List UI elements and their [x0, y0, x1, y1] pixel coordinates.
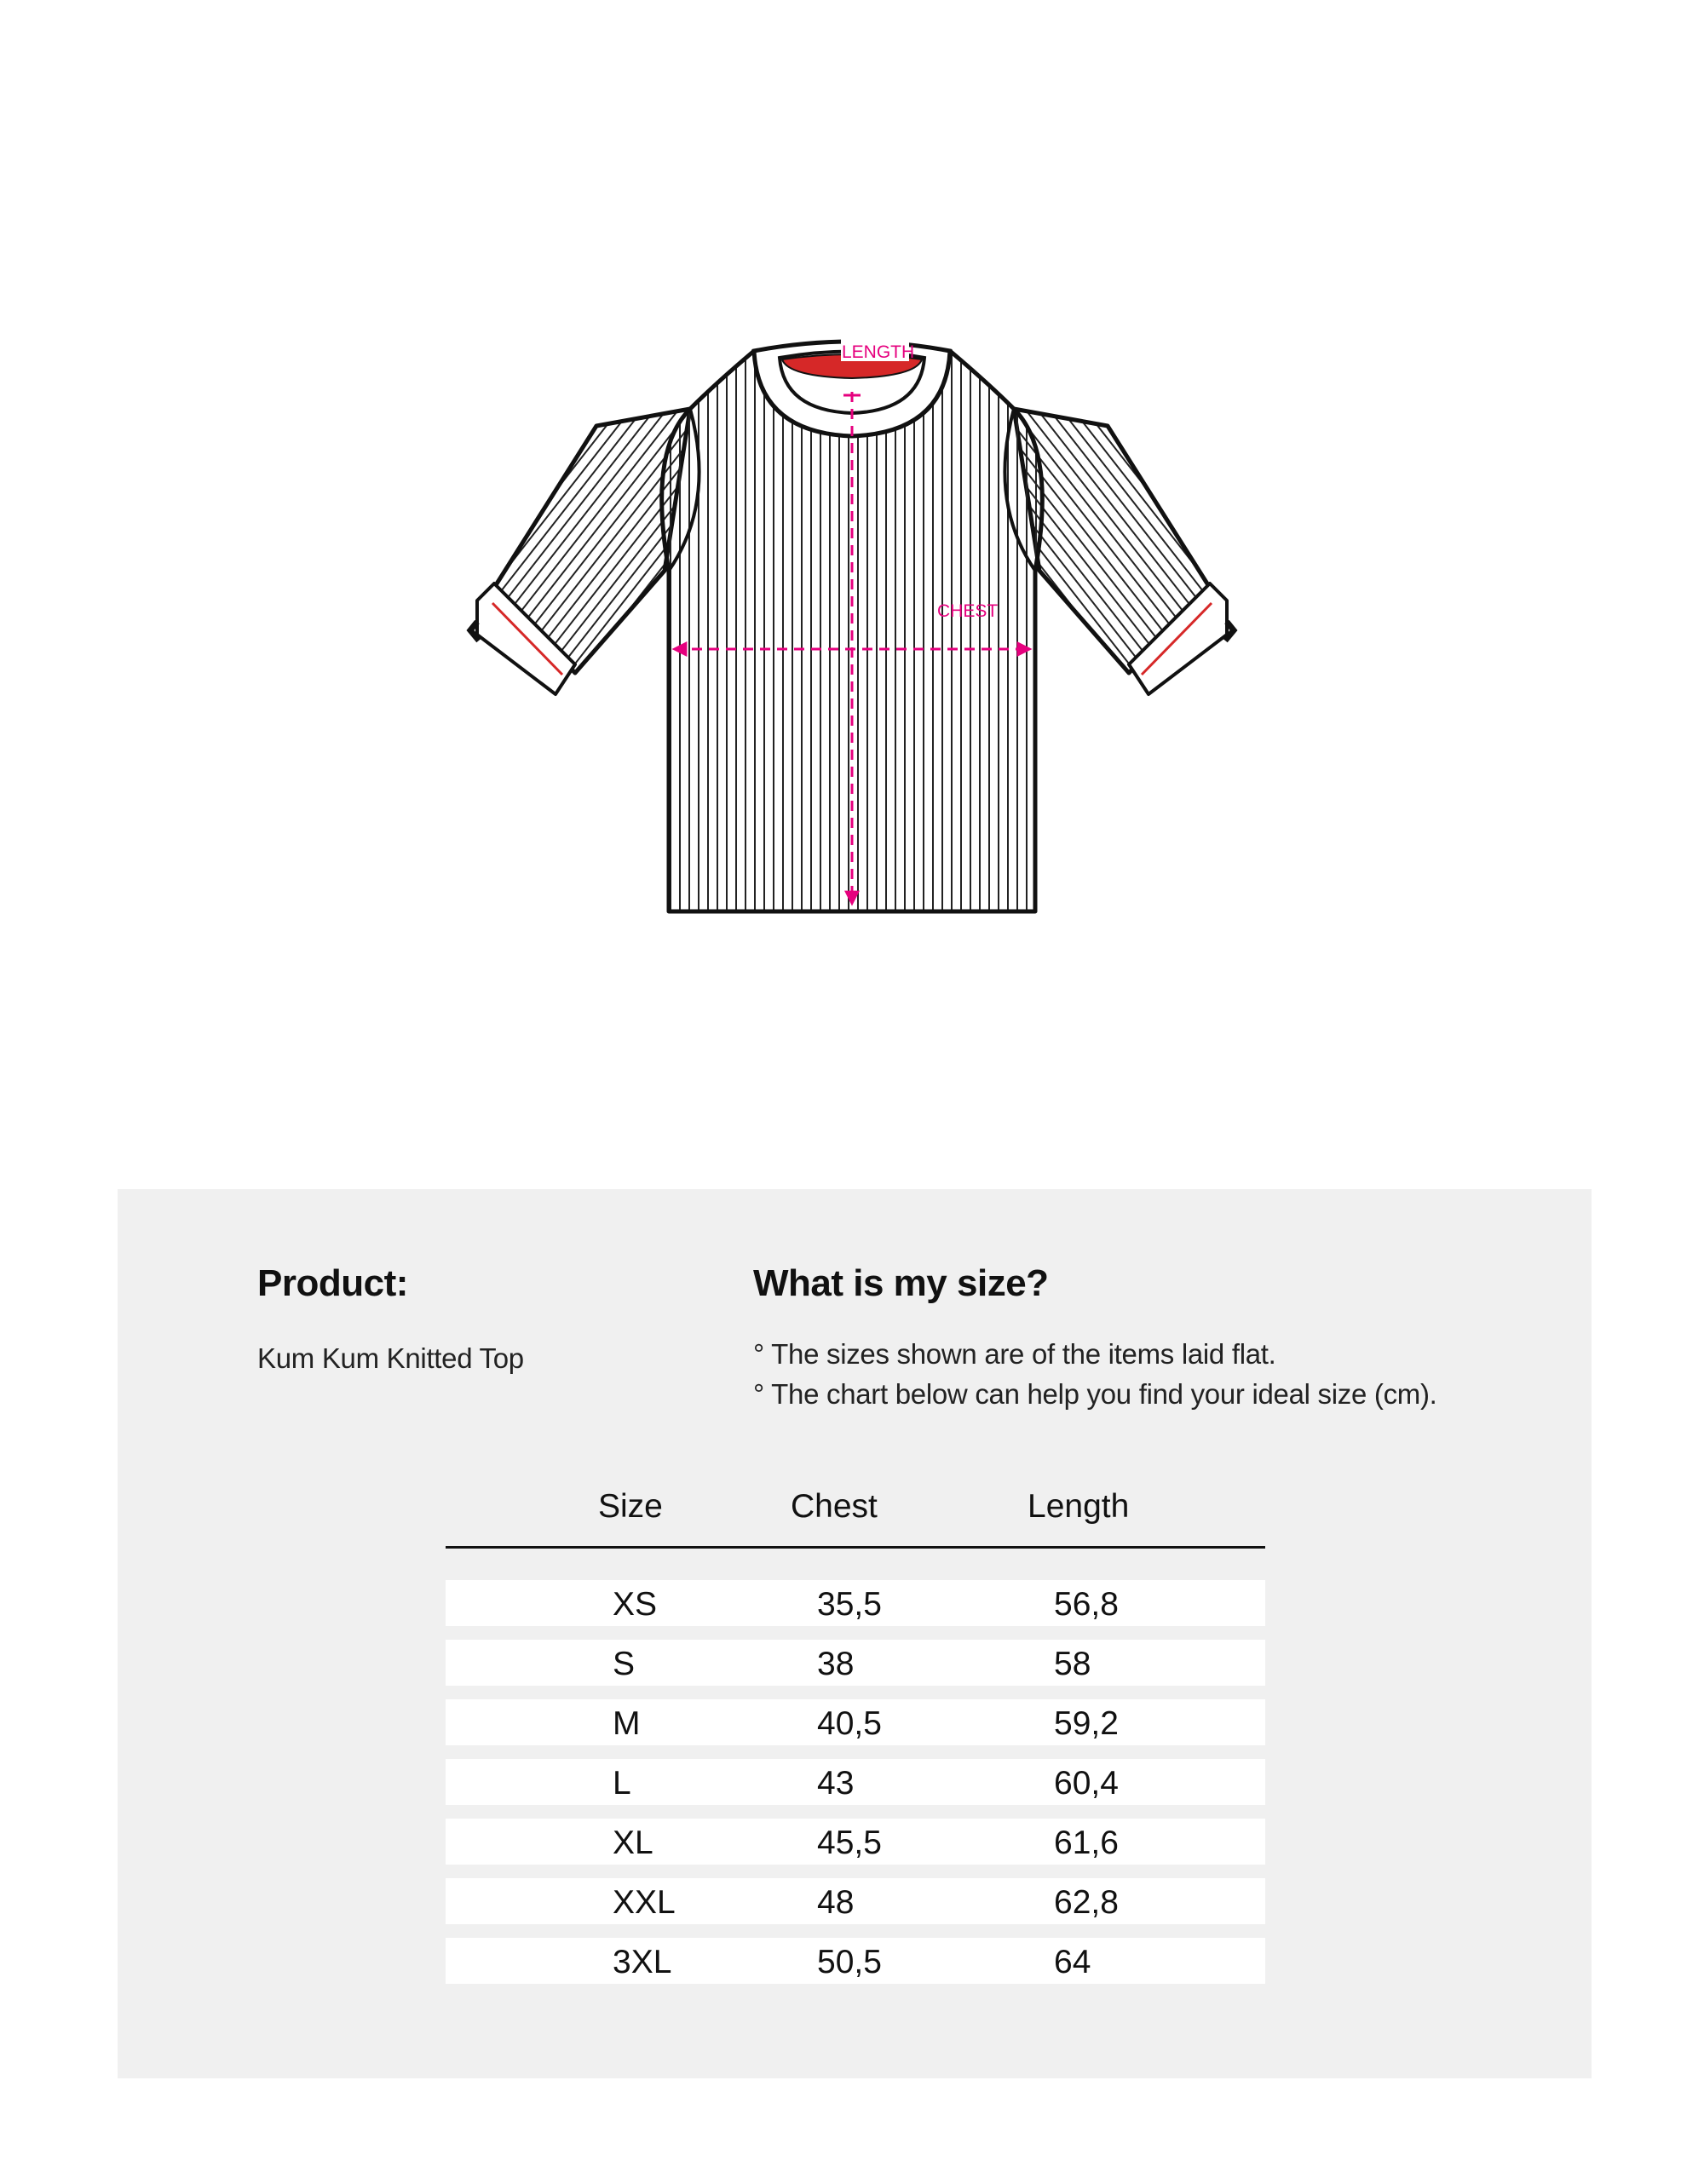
column-header-length: Length: [1028, 1488, 1130, 1525]
size-cell: XXL: [613, 1884, 676, 1921]
table-row: [446, 1699, 1265, 1745]
size-info-heading: What is my size?: [753, 1262, 1049, 1304]
product-heading: Product:: [257, 1262, 408, 1304]
table-row: [446, 1580, 1265, 1626]
size-cell: L: [613, 1765, 631, 1802]
column-header-chest: Chest: [791, 1488, 878, 1525]
product-name: Kum Kum Knitted Top: [257, 1342, 524, 1374]
length-cell: 60,4: [1054, 1765, 1119, 1802]
chest-label: CHEST: [937, 601, 999, 621]
left-sleeve: [470, 409, 690, 694]
chest-cell: 40,5: [817, 1705, 882, 1742]
table-row: [446, 1759, 1265, 1805]
chest-cell: 35,5: [817, 1586, 882, 1623]
size-guide-panel: [118, 1189, 1592, 2078]
size-cell: M: [613, 1705, 641, 1742]
chest-cell: 43: [817, 1765, 855, 1802]
size-cell: S: [613, 1646, 636, 1682]
chest-cell: 48: [817, 1884, 855, 1921]
size-cell: 3XL: [613, 1944, 672, 1980]
chest-cell: 50,5: [817, 1944, 882, 1980]
size-info-notes: [753, 1334, 1437, 1414]
chest-cell: 38: [817, 1646, 855, 1682]
garment-diagram: [460, 332, 1244, 928]
table-row: [446, 1640, 1265, 1686]
size-cell: XL: [613, 1825, 653, 1861]
size-cell: XS: [613, 1586, 658, 1623]
table-row: [446, 1819, 1265, 1865]
size-note-flat: ° The sizes shown are of the items laid flat.: [753, 1338, 1276, 1370]
length-label: LENGTH: [842, 342, 915, 362]
table-row: [446, 1878, 1265, 1924]
table-row: [446, 1938, 1265, 1984]
length-cell: 62,8: [1054, 1884, 1119, 1921]
length-cell: 61,6: [1054, 1825, 1119, 1861]
length-cell: 64: [1054, 1944, 1091, 1980]
length-cell: 59,2: [1054, 1705, 1119, 1742]
length-cell: 58: [1054, 1646, 1091, 1682]
header-divider: [446, 1546, 1265, 1549]
size-note-chart: ° The chart below can help you find your ideal size (cm).: [753, 1378, 1437, 1410]
chest-cell: 45,5: [817, 1825, 882, 1861]
right-sleeve: [1014, 409, 1234, 694]
column-header-size: Size: [598, 1488, 663, 1525]
length-cell: 56,8: [1054, 1586, 1119, 1623]
